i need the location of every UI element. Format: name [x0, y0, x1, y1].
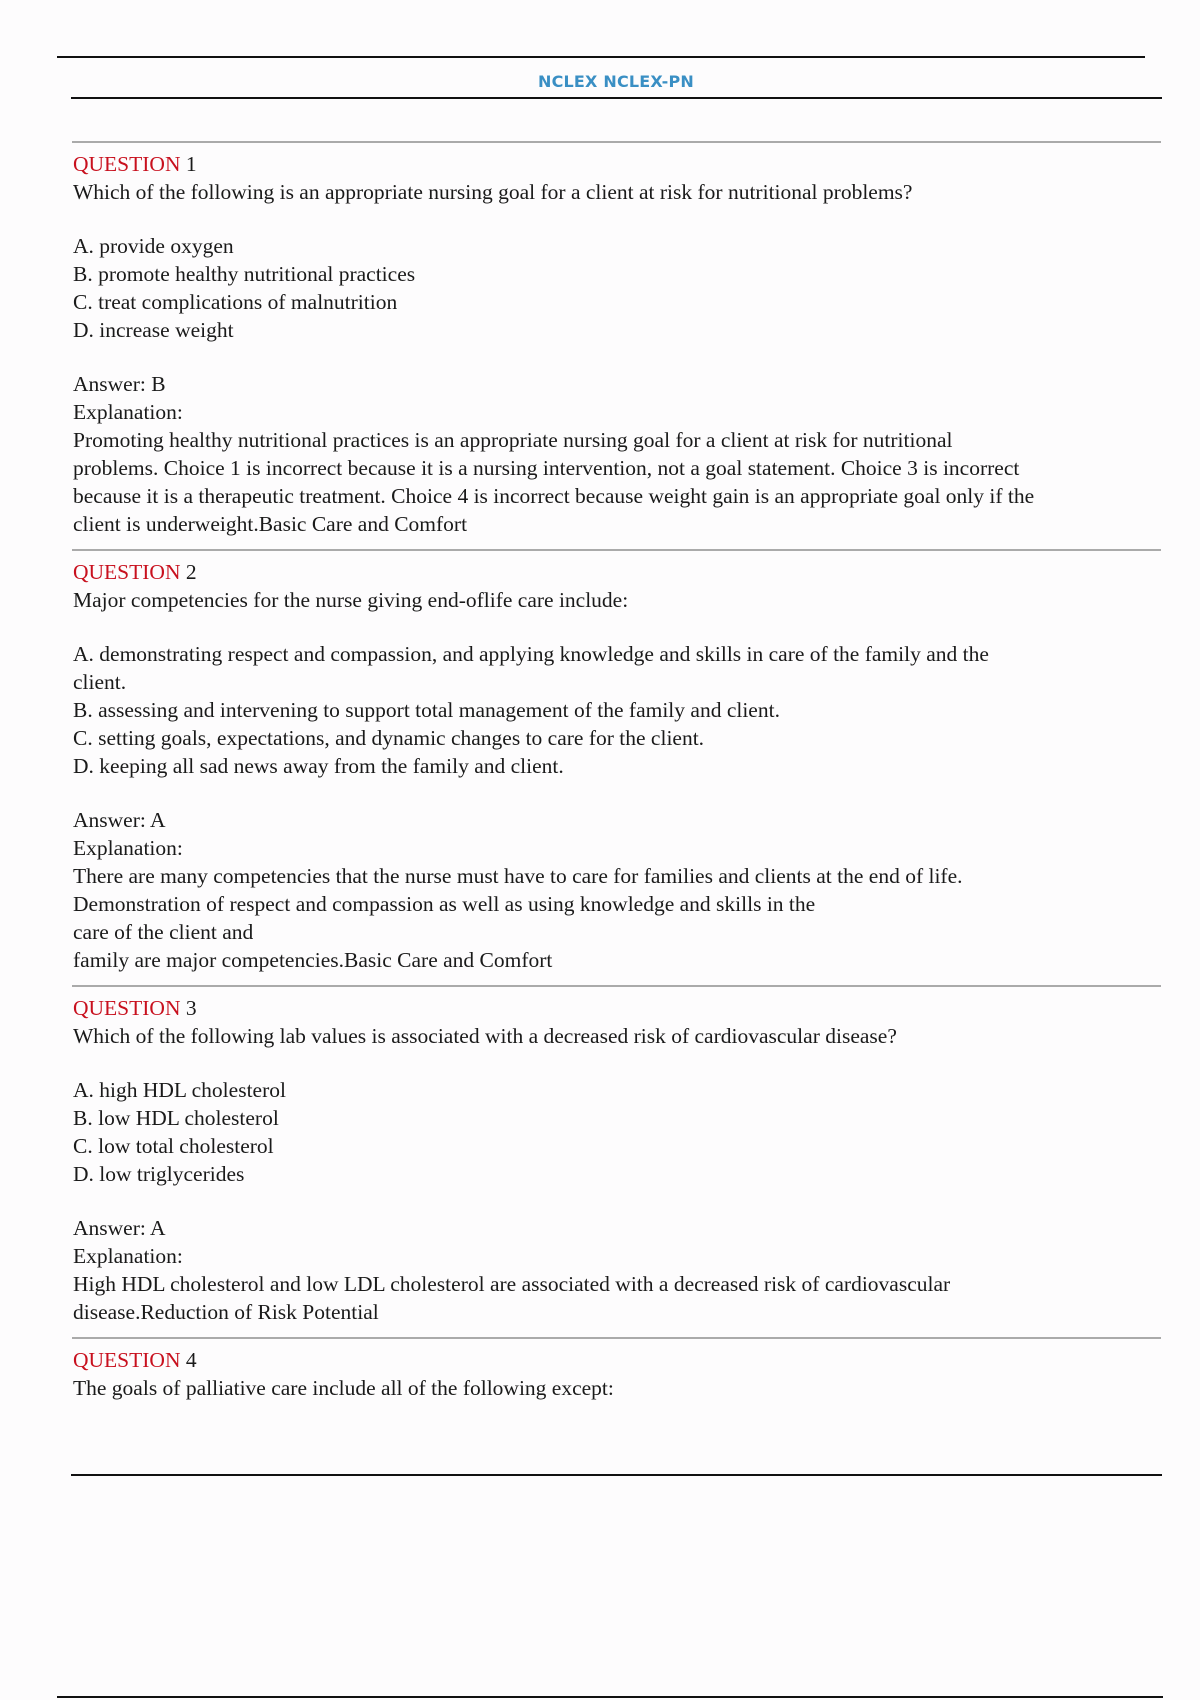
question-number: 2	[185, 560, 197, 584]
question-text: Which of the following lab values is associated with a decreased risk of cardiovascular disease?	[73, 1024, 897, 1048]
explanation-line: High HDL cholesterol and low LDL cholesterol are associated with a decreased risk of cardiovascular	[73, 1272, 951, 1296]
option-c: C. setting goals, expectations, and dynamic changes to care for the client.	[73, 726, 705, 750]
answer: Answer: A	[73, 1216, 166, 1240]
option-list	[73, 232, 1161, 344]
explanation-line: There are many competencies that the nurse must have to care for families and clients at the end of life.	[73, 864, 963, 888]
question-label: QUESTION	[73, 152, 181, 176]
explanation-label: Explanation:	[73, 836, 183, 860]
explanation-line: Demonstration of respect and compassion as well as using knowledge and skills in the	[73, 892, 816, 916]
explanation-line: client is underweight.Basic Care and Comfort	[73, 512, 468, 536]
explanation-line: because it is a therapeutic treatment. Choice 4 is incorrect because weight gain is an appropriate goal only if the	[73, 484, 1035, 508]
header-rule	[71, 97, 1162, 99]
explanation-label: Explanation:	[73, 1244, 183, 1268]
explanation-line: Promoting healthy nutritional practices is an appropriate nursing goal for a client at risk for nutritional	[73, 428, 953, 452]
page-bottom-rule	[57, 1696, 1163, 1698]
option-d: D. increase weight	[73, 318, 234, 342]
page-header-title: NCLEX NCLEX-PN	[537, 72, 694, 91]
question-label: QUESTION	[73, 560, 181, 584]
option-a: A. high HDL cholesterol	[73, 1078, 286, 1102]
answer-block	[73, 1214, 1161, 1326]
option-d: D. low triglycerides	[73, 1162, 245, 1186]
answer-block	[73, 806, 1161, 974]
explanation-line: disease.Reduction of Risk Potential	[73, 1300, 379, 1324]
option-b: B. promote healthy nutritional practices	[73, 262, 416, 286]
option-a: A. provide oxygen	[73, 234, 234, 258]
question-4	[72, 1337, 1161, 1413]
option-b: B. low HDL cholesterol	[73, 1106, 279, 1130]
option-list	[73, 1076, 1161, 1188]
question-number: 3	[185, 996, 197, 1020]
question-heading	[73, 1346, 1161, 1374]
top-rule	[57, 56, 1145, 58]
explanation-line: care of the client and	[73, 920, 254, 944]
explanation-line: problems. Choice 1 is incorrect because it is a nursing intervention, not a goal statement. Choice 3 is incorrect	[73, 456, 1020, 480]
option-a-continued: client.	[73, 670, 127, 694]
option-list	[73, 640, 1161, 780]
question-label: QUESTION	[73, 1348, 181, 1372]
answer: Answer: A	[73, 808, 166, 832]
question-number: 4	[185, 1348, 197, 1372]
question-text: The goals of palliative care include all of the following except:	[73, 1376, 614, 1400]
question-3	[72, 985, 1161, 1337]
question-heading	[73, 150, 1161, 178]
answer: Answer: B	[73, 372, 166, 396]
option-d: D. keeping all sad news away from the family and client.	[73, 754, 564, 778]
explanation-label: Explanation:	[73, 400, 183, 424]
option-a: A. demonstrating respect and compassion, and applying knowledge and skills in care of the family and the	[73, 642, 989, 666]
explanation-line: family are major competencies.Basic Care and Comfort	[73, 948, 553, 972]
question-list	[73, 141, 1161, 1413]
question-text: Major competencies for the nurse giving end-oflife care include:	[73, 588, 629, 612]
option-c: C. treat complications of malnutrition	[73, 290, 398, 314]
question-heading	[73, 558, 1161, 586]
question-number: 1	[185, 152, 197, 176]
question-1	[72, 141, 1161, 549]
answer-block	[73, 370, 1161, 538]
question-2	[72, 549, 1161, 985]
question-text: Which of the following is an appropriate nursing goal for a client at risk for nutritional problems?	[73, 180, 913, 204]
question-heading	[73, 994, 1161, 1022]
question-label: QUESTION	[73, 996, 181, 1020]
option-c: C. low total cholesterol	[73, 1134, 274, 1158]
option-b: B. assessing and intervening to support total management of the family and client.	[73, 698, 780, 722]
footer-rule	[71, 1474, 1162, 1476]
